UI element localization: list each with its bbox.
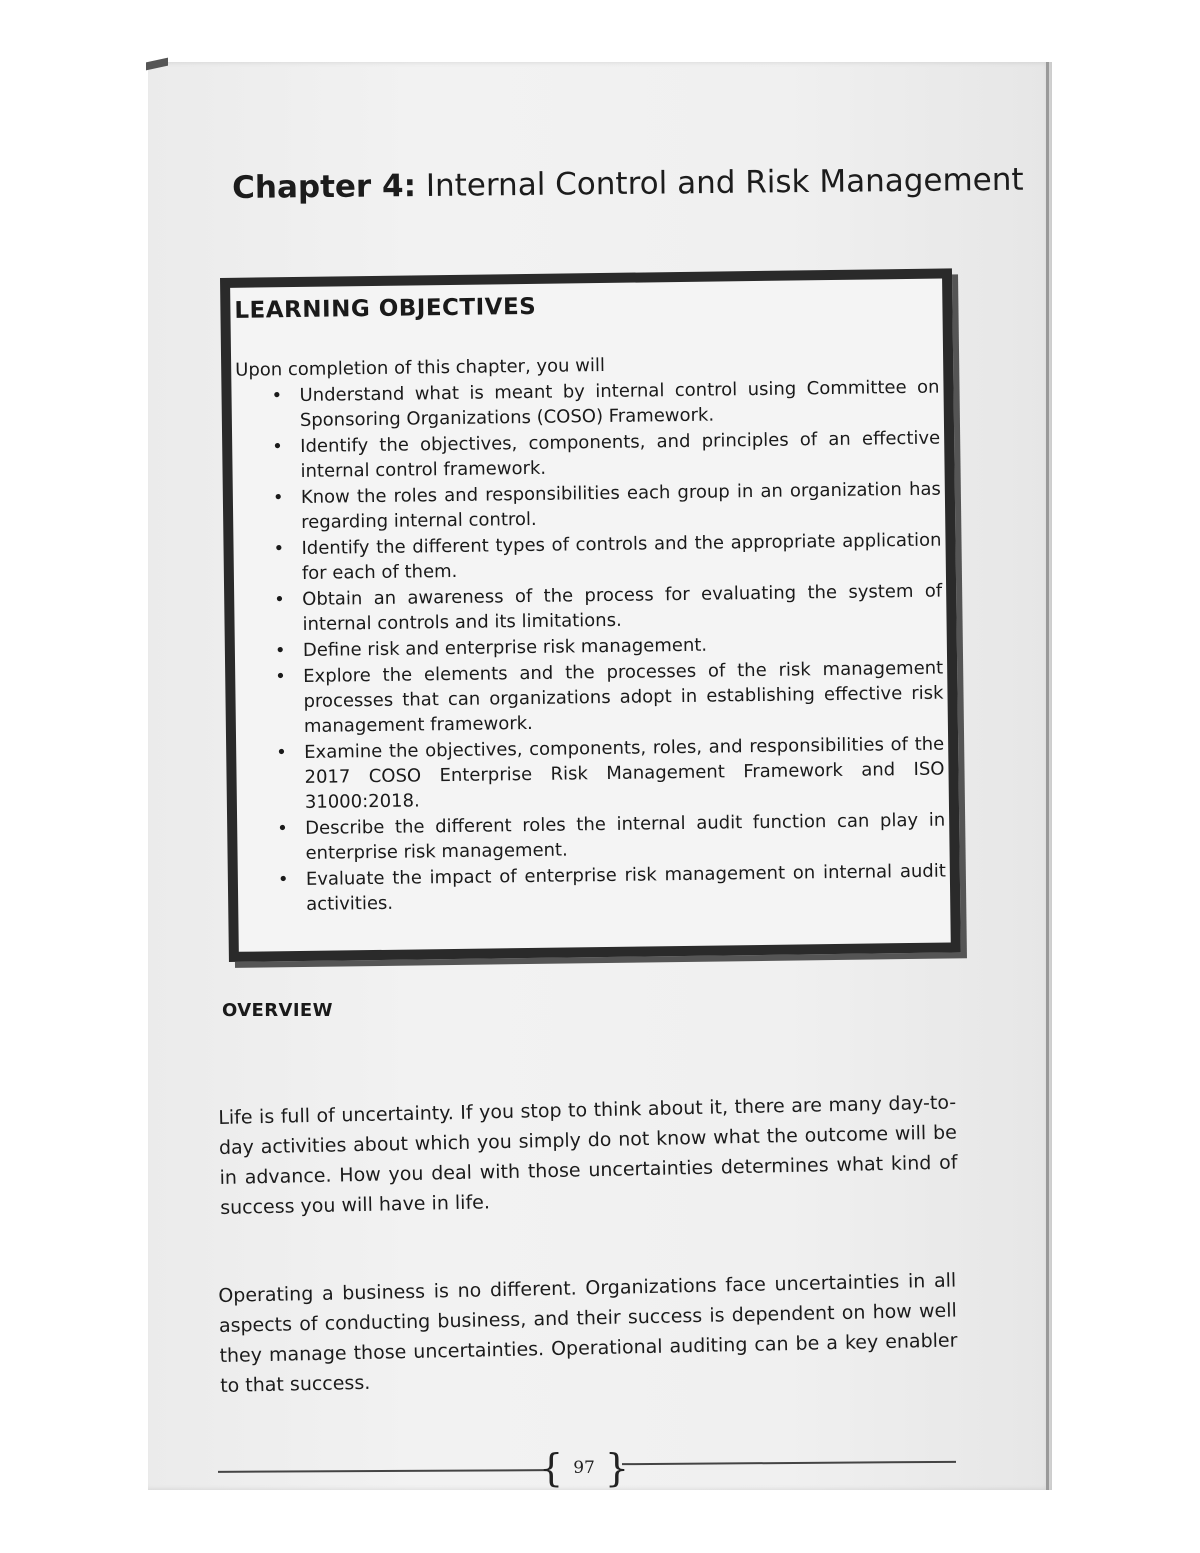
page-number-block <box>539 1446 630 1490</box>
objective-item <box>274 579 943 638</box>
bullet-icon: • <box>273 538 285 560</box>
objective-text: Identify the different types of controls and the appropriate application for each of them. <box>301 529 942 584</box>
bullet-icon: • <box>271 385 283 407</box>
objective-text: Explore the elements and the processes of the risk management processes that can organizations adopt in establishing effective risk management framework. <box>303 657 944 737</box>
bullet-icon: • <box>275 666 286 688</box>
objective-item <box>271 375 940 434</box>
objective-item <box>277 808 946 867</box>
objective-item <box>275 656 944 740</box>
objective-text: Know the roles and responsibilities each group in an organization has regarding internal control. <box>300 478 941 533</box>
bullet-icon: • <box>274 589 285 611</box>
objective-item <box>278 859 947 918</box>
objective-item <box>272 426 941 485</box>
learning-objectives-heading: LEARNING OBJECTIVES <box>234 293 537 324</box>
learning-objectives-intro: Upon completion of this chapter, you will <box>235 354 606 381</box>
bullet-icon: • <box>277 869 289 891</box>
bullet-icon: • <box>277 818 288 840</box>
page-number: 97 <box>573 1458 595 1478</box>
objective-text: Describe the different roles the internal audit function can play in enterprise risk management. <box>305 809 946 864</box>
bullet-icon: • <box>272 436 283 458</box>
learning-objectives-list <box>271 375 946 919</box>
objective-item <box>273 528 942 587</box>
objective-text: Understand what is meant by internal control using Committee on Sponsoring Organizations (COSO) Framework. <box>299 376 940 431</box>
overview-paragraph: Life is full of uncertainty. If you stop to think about it, there are many day-to-day activities about which you simply do not know what the outcome will be in advance. How you deal with those uncertainties determines what kind of success you will have in life. <box>218 1091 958 1219</box>
chapter-label: Chapter 4: <box>232 168 417 206</box>
objective-text: Identify the objectives, components, and principles of an effective internal control framework. <box>300 427 941 482</box>
objective-text: Obtain an awareness of the process for evaluating the system of internal controls and its limitations. <box>302 580 943 635</box>
objective-item <box>273 477 942 536</box>
page-edge-shadow <box>1046 62 1049 1490</box>
chapter-title-text: Internal Control and Risk Management <box>425 161 1024 204</box>
bullet-icon: • <box>274 640 286 662</box>
objective-text: Examine the objectives, components, roles, and responsibilities of the 2017 COSO Enterprise Risk Management Framework and ISO 31000:2018. <box>304 733 945 813</box>
bullet-icon: • <box>272 487 284 509</box>
learning-objectives-box <box>220 268 961 962</box>
objective-text: Define risk and enterprise risk management. <box>302 634 708 661</box>
brace-open-icon: { <box>539 1446 564 1490</box>
objective-item <box>276 732 945 816</box>
overview-paragraph: Operating a business is no different. Organizations face uncertainties in all aspects of conducting business, and their success is dependent on how well they manage those uncertainties. Operational auditing can be a key enabler to that success. <box>218 1269 958 1397</box>
overview-heading: OVERVIEW <box>222 1000 333 1021</box>
bullet-icon: • <box>276 742 287 764</box>
objective-text: Evaluate the impact of enterprise risk management on internal audit activities. <box>305 860 946 915</box>
brace-close-icon: } <box>604 1446 630 1490</box>
